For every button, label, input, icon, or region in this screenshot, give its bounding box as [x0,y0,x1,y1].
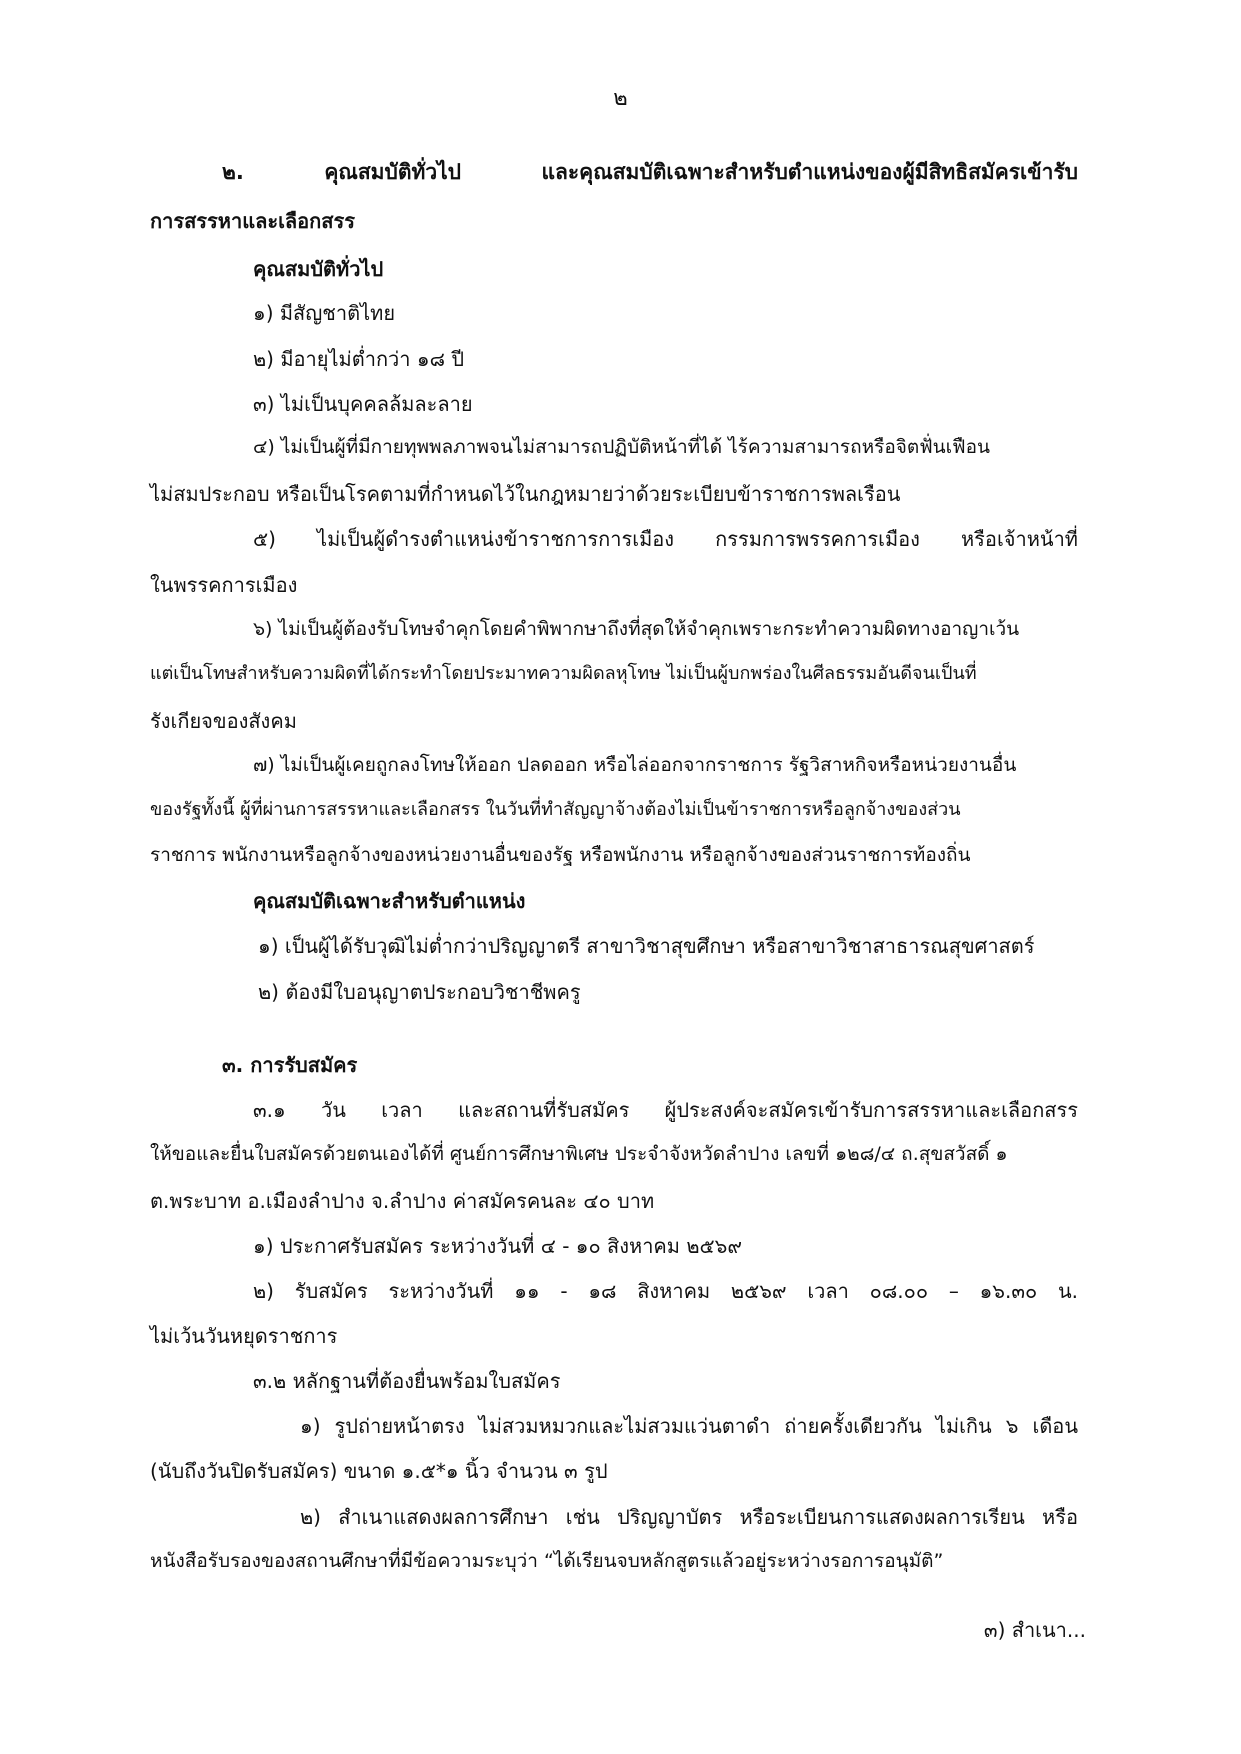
general-item-continued: รังเกียจของสังคม [150,709,297,733]
general-item-continued: ในพรรคการเมือง [150,573,298,597]
section3-line: หนังสือรับรองของสถานศึกษาที่มีข้อความระบุว่า “ได้เรียนจบหลักสูตรแล้วอยู่ระหว่างรอการอนุมัติ” [150,1550,944,1572]
section3-line: ๑) ประกาศรับสมัคร ระหว่างวันที่ ๔ - ๑๐ สิงหาคม ๒๕๖๙ [253,1234,743,1258]
general-item-continued: ราชการ พนักงานหรือลูกจ้างของหน่วยงานอื่นของรัฐ หรือพนักงาน หรือลูกจ้างของส่วนราชการท้องถิ่น [150,844,971,866]
general-item-continued: ไม่สมประกอบ หรือเป็นโรคตามที่กำหนดไว้ในกฎหมายว่าด้วยระเบียบข้าราชการพลเรือน [150,482,901,506]
general-item: ๑) มีสัญชาติไทย [253,301,396,325]
general-item: ๔) ไม่เป็นผู้ที่มีกายทุพพลภาพจนไม่สามารถปฏิบัติหน้าที่ได้ ไร้ความสามารถหรือจิตฟั่นเฟือน [253,436,991,458]
specific-item: ๑) เป็นผู้ได้รับวุฒิไม่ต่ำกว่าปริญญาตรี สาขาวิชาสุขศึกษา หรือสาขาวิชาสาธารณสุขศาสตร์ [258,934,1035,958]
section3-line: ๓.๑ วัน เวลา และสถานที่รับสมัคร ผู้ประสงค์จะสมัครเข้ารับการสรรหาและเลือกสรร [253,1098,1078,1122]
section3-line: ๓.๒ หลักฐานที่ต้องยื่นพร้อมใบสมัคร [253,1369,561,1393]
section3-title: ๓. การรับสมัคร [222,1053,358,1077]
section3-line: (นับถึงวันปิดรับสมัคร) ขนาด ๑.๕*๑ นิ้ว จำนวน ๓ รูป [150,1459,608,1483]
continuation-note: ๓) สำเนา... [983,1618,1086,1642]
section2-title-line2: การสรรหาและเลือกสรร [150,209,355,233]
section2-title-line1: ๒. คุณสมบัติทั่วไป และคุณสมบัติเฉพาะสำหรับตำแหน่งของผู้มีสิทธิสมัครเข้ารับ [222,160,1078,184]
specific-item: ๒) ต้องมีใบอนุญาตประกอบวิชาชีพครู [258,980,581,1004]
specific-qualifications-heading: คุณสมบัติเฉพาะสำหรับตำแหน่ง [253,889,526,913]
general-item-continued: แต่เป็นโทษสำหรับความผิดที่ได้กระทำโดยประมาทความผิดลหุโทษ ไม่เป็นผู้บกพร่องในศีลธรรมอันดีจนเป็นที่ [150,663,977,684]
general-item: ๒) มีอายุไม่ต่ำกว่า ๑๘ ปี [253,347,465,371]
section3-line: ไม่เว้นวันหยุดราชการ [150,1324,338,1348]
page-number: ๒ [613,86,628,111]
section3-line: ๑) รูปถ่ายหน้าตรง ไม่สวมหมวกและไม่สวมแว่นตาดำ ถ่ายครั้งเดียวกัน ไม่เกิน ๖ เดือน [300,1414,1078,1438]
section3-line: ๒) สำเนาแสดงผลการศึกษา เช่น ปริญญาบัตร หรือระเบียนการแสดงผลการเรียน หรือ [300,1505,1078,1529]
general-item: ๗) ไม่เป็นผู้เคยถูกลงโทษให้ออก ปลดออก หรือไล่ออกจากราชการ รัฐวิสาหกิจหรือหน่วยงานอื่น [253,754,1017,776]
general-item: ๕) ไม่เป็นผู้ดำรงตำแหน่งข้าราชการการเมือง กรรมการพรรคการเมือง หรือเจ้าหน้าที่ [253,527,1078,551]
section3-line: ต.พระบาท อ.เมืองลำปาง จ.ลำปาง ค่าสมัครคนละ ๔๐ บาท [150,1189,655,1213]
section3-line: ให้ขอและยื่นใบสมัครด้วยตนเองได้ที่ ศูนย์การศึกษาพิเศษ ประจำจังหวัดลำปาง เลขที่ ๑๒๘/๔ ถ.สุขสวัสดิ์ ๑ [150,1143,1008,1165]
general-qualifications-heading: คุณสมบัติทั่วไป [253,257,384,281]
general-item-continued: ของรัฐทั้งนี้ ผู้ที่ผ่านการสรรหาและเลือกสรร ในวันที่ทำสัญญาจ้างต้องไม่เป็นข้าราชการหรือลูกจ้างของส่วน [150,799,961,820]
section3-line: ๒) รับสมัคร ระหว่างวันที่ ๑๑ - ๑๘ สิงหาคม ๒๕๖๙ เวลา ๐๘.๐๐ – ๑๖.๓๐ น. [253,1279,1078,1303]
general-item: ๓) ไม่เป็นบุคคลล้มละลาย [253,392,473,416]
general-item: ๖) ไม่เป็นผู้ต้องรับโทษจำคุกโดยคำพิพากษาถึงที่สุดให้จำคุกเพราะกระทำความผิดทางอาญาเว้น [253,618,1020,640]
